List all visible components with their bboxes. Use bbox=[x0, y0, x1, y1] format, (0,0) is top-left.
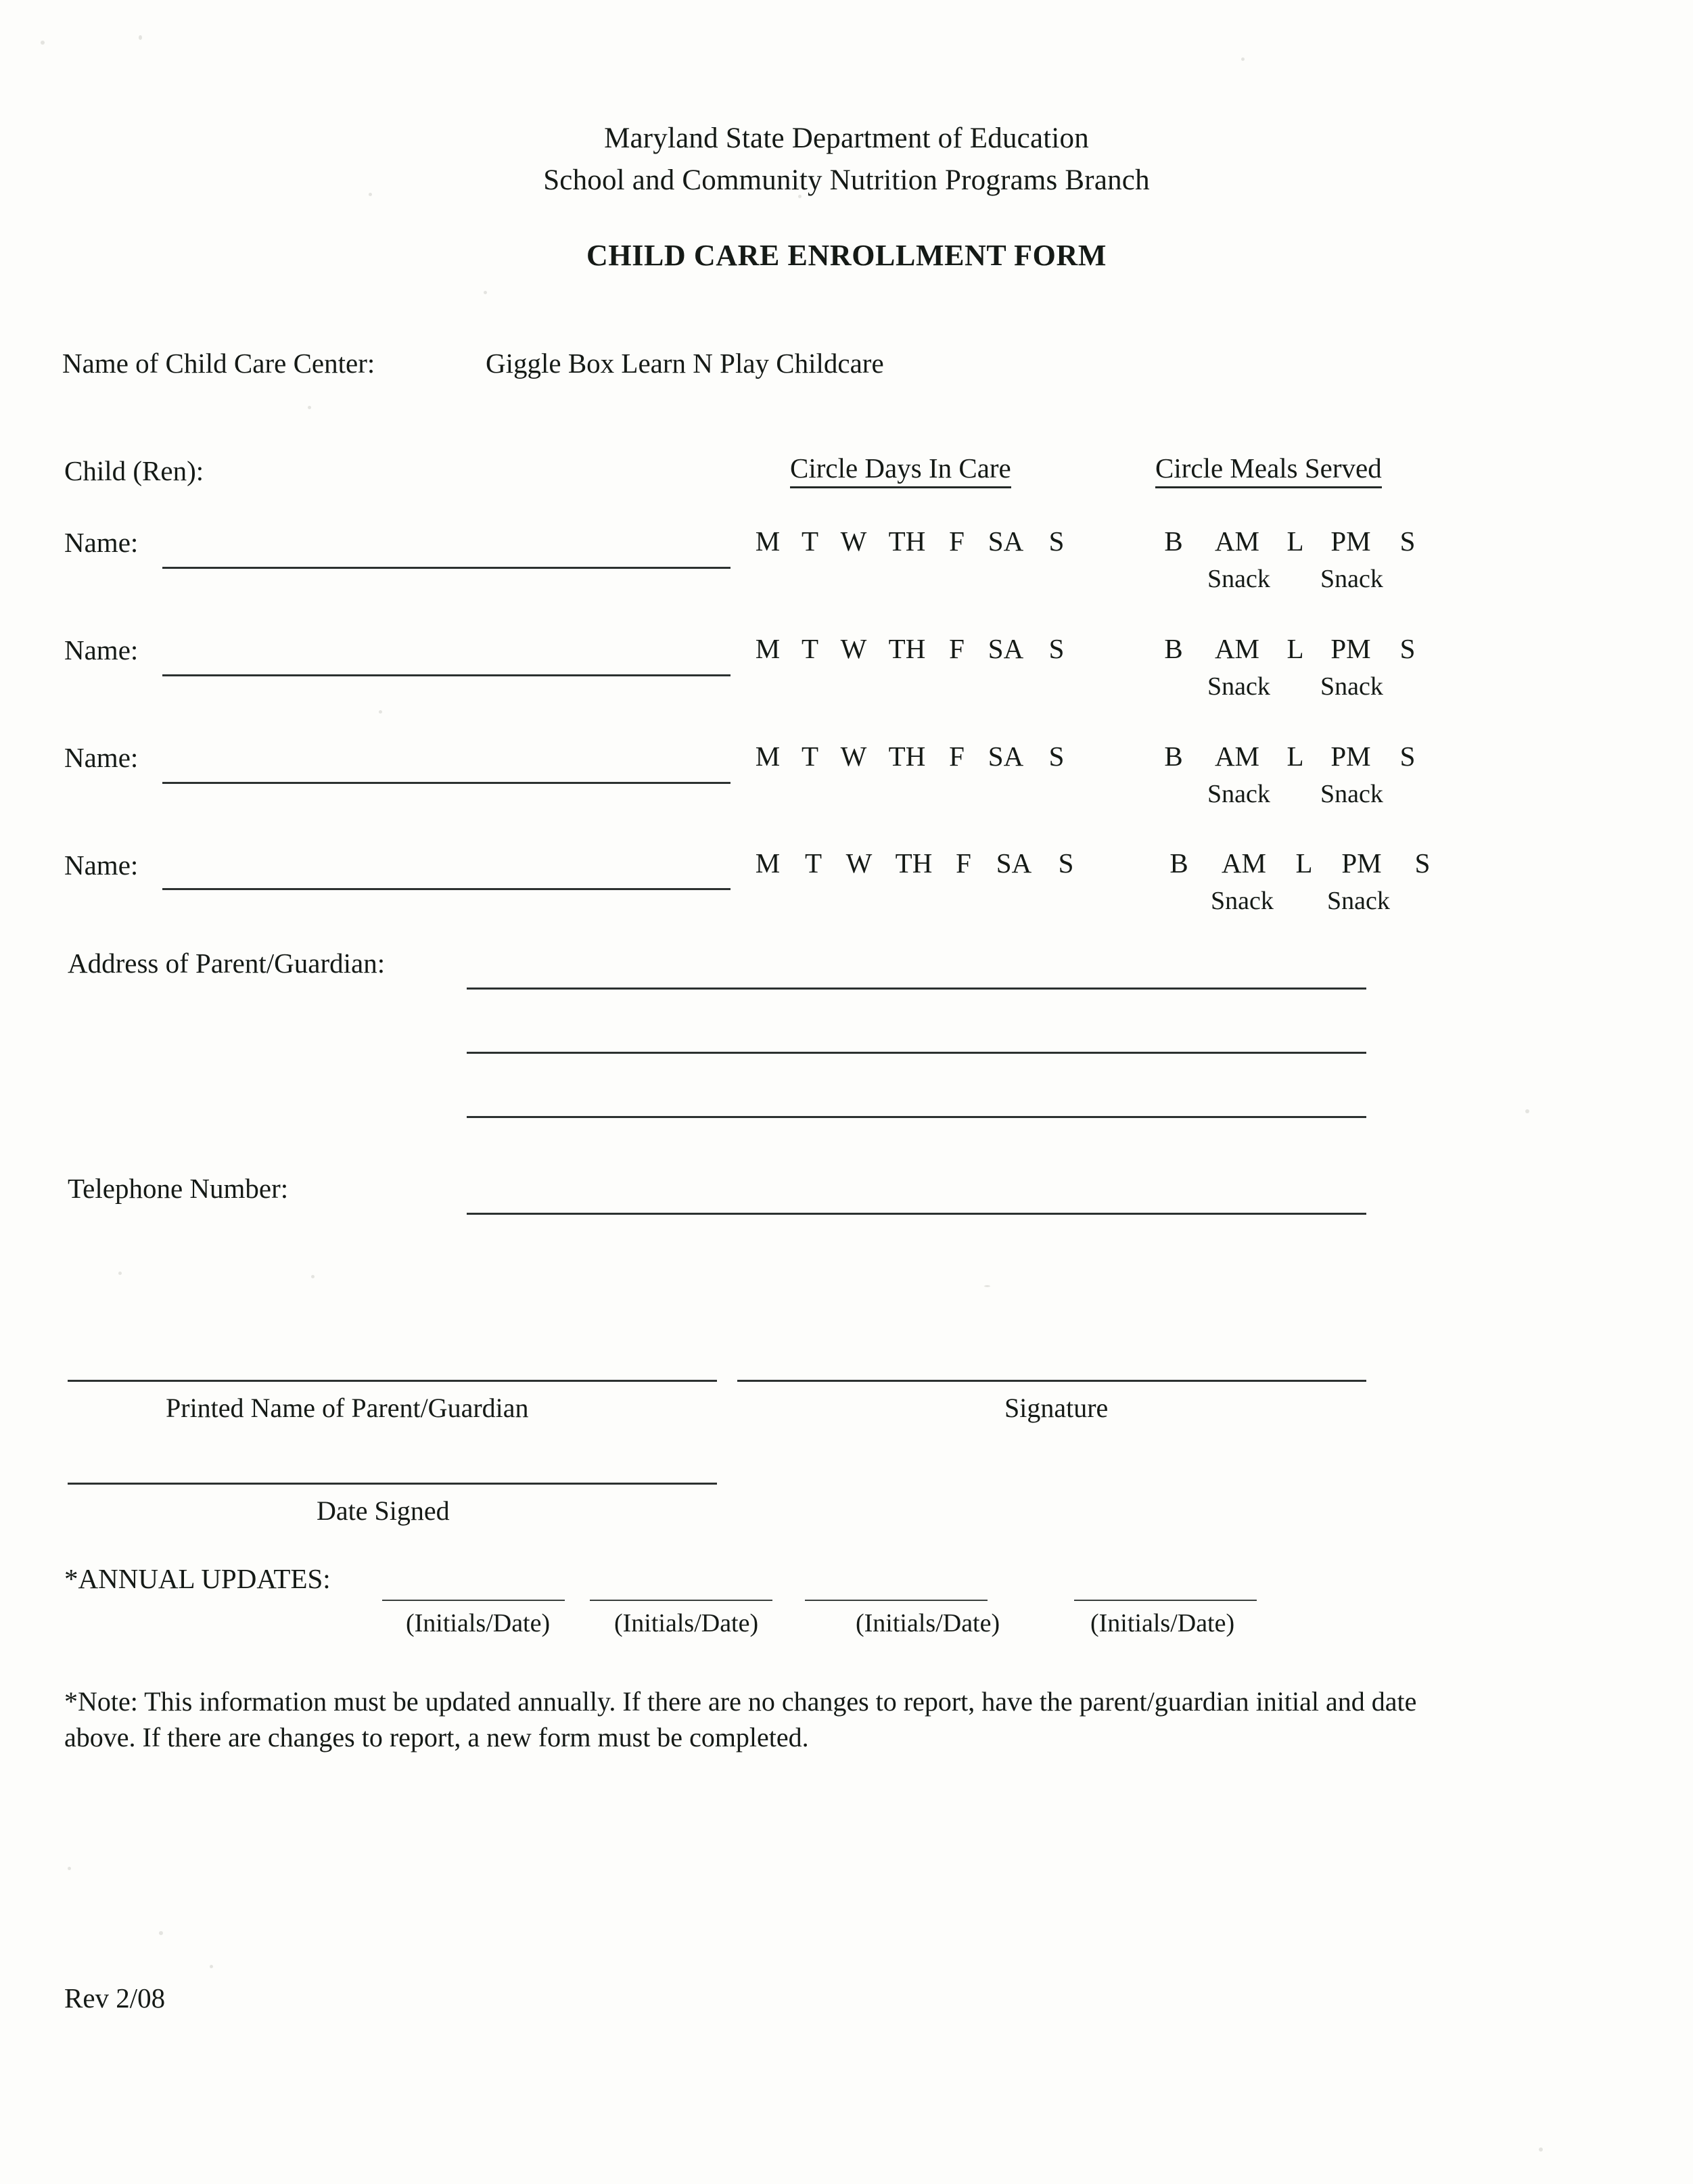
day-option-m[interactable]: M bbox=[755, 741, 781, 772]
meal-option-s[interactable]: S bbox=[1399, 633, 1416, 664]
day-option-m[interactable]: M bbox=[755, 526, 781, 557]
day-option-sa[interactable]: SA bbox=[988, 741, 1024, 772]
meal-option-b[interactable]: B bbox=[1164, 633, 1183, 664]
address-blank-line-1[interactable] bbox=[467, 988, 1366, 990]
scan-speckle bbox=[159, 1931, 163, 1935]
date-signed-blank-line[interactable] bbox=[68, 1483, 717, 1485]
day-option-t[interactable]: T bbox=[804, 847, 822, 879]
day-option-th[interactable]: TH bbox=[888, 526, 926, 557]
scan-speckle bbox=[1539, 2147, 1543, 2152]
day-option-sa[interactable]: SA bbox=[988, 526, 1024, 557]
scan-speckle bbox=[311, 1275, 315, 1278]
day-option-th[interactable]: TH bbox=[888, 633, 926, 664]
annual-update-blank-4[interactable] bbox=[1074, 1600, 1257, 1601]
meal-option-s[interactable]: S bbox=[1399, 741, 1416, 772]
date-signed-caption: Date Signed bbox=[317, 1495, 450, 1526]
center-name-label: Name of Child Care Center: bbox=[62, 348, 375, 379]
day-option-f[interactable]: F bbox=[949, 633, 965, 664]
scan-speckle bbox=[984, 1285, 990, 1287]
meal-option-pm[interactable]: PM bbox=[1341, 847, 1382, 879]
pm-snack-label: Snack bbox=[1320, 672, 1383, 701]
printed-name-blank-line[interactable] bbox=[68, 1380, 717, 1382]
day-option-sa[interactable]: SA bbox=[988, 633, 1024, 664]
day-option-m[interactable]: M bbox=[755, 847, 781, 879]
day-option-t[interactable]: T bbox=[801, 633, 819, 664]
day-option-sa[interactable]: SA bbox=[996, 847, 1032, 879]
telephone-blank-line[interactable] bbox=[467, 1213, 1366, 1215]
am-snack-label: Snack bbox=[1207, 780, 1270, 808]
child-name-label: Name: bbox=[64, 850, 139, 881]
meal-option-l[interactable]: L bbox=[1286, 633, 1304, 664]
annual-update-blank-2[interactable] bbox=[590, 1600, 772, 1601]
annual-update-footnote: *Note: This information must be updated annually. If there are no changes to report, have the parent/guardian initial and date above. If there are changes to report, a new form must be completed. bbox=[64, 1686, 1417, 1752]
pm-snack-label: Snack bbox=[1320, 780, 1383, 808]
scan-speckle bbox=[379, 710, 382, 714]
am-snack-label: Snack bbox=[1207, 565, 1270, 593]
annual-update-caption-4: (Initials/Date) bbox=[1090, 1609, 1235, 1637]
child-name-label: Name: bbox=[64, 742, 139, 773]
child-name-label: Name: bbox=[64, 634, 139, 666]
day-option-f[interactable]: F bbox=[949, 526, 965, 557]
day-option-s[interactable]: S bbox=[1058, 847, 1074, 879]
scan-speckle bbox=[139, 35, 142, 40]
address-label: Address of Parent/Guardian: bbox=[68, 948, 386, 979]
meals-served-header: Circle Meals Served bbox=[1155, 452, 1382, 488]
address-blank-line-2[interactable] bbox=[467, 1052, 1366, 1054]
annual-update-caption-3: (Initials/Date) bbox=[856, 1609, 1000, 1637]
agency-line-2: School and Community Nutrition Programs Branch bbox=[543, 164, 1150, 196]
meal-option-pm[interactable]: PM bbox=[1330, 633, 1371, 664]
day-option-s[interactable]: S bbox=[1048, 526, 1065, 557]
scan-speckle bbox=[118, 1272, 122, 1275]
days-in-care-header: Circle Days In Care bbox=[790, 452, 1011, 488]
day-option-t[interactable]: T bbox=[801, 741, 819, 772]
meal-option-l[interactable]: L bbox=[1295, 847, 1313, 879]
meal-option-am[interactable]: AM bbox=[1214, 633, 1260, 664]
day-option-f[interactable]: F bbox=[956, 847, 971, 879]
page-title: CHILD CARE ENROLLMENT FORM bbox=[586, 239, 1107, 272]
annual-updates-label: *ANNUAL UPDATES: bbox=[64, 1563, 331, 1594]
signature-blank-line[interactable] bbox=[737, 1380, 1366, 1382]
annual-update-blank-3[interactable] bbox=[805, 1600, 988, 1601]
day-option-f[interactable]: F bbox=[949, 741, 965, 772]
address-blank-line-3[interactable] bbox=[467, 1116, 1366, 1118]
child-name-blank[interactable] bbox=[162, 567, 730, 569]
revision-stamp: Rev 2/08 bbox=[64, 1982, 166, 2014]
child-name-blank[interactable] bbox=[162, 782, 730, 784]
am-snack-label: Snack bbox=[1211, 887, 1274, 915]
day-option-s[interactable]: S bbox=[1048, 741, 1065, 772]
day-option-w[interactable]: W bbox=[840, 526, 867, 557]
pm-snack-label: Snack bbox=[1327, 887, 1390, 915]
day-option-th[interactable]: TH bbox=[888, 741, 926, 772]
scan-speckle bbox=[484, 291, 487, 294]
printed-name-caption: Printed Name of Parent/Guardian bbox=[166, 1393, 529, 1423]
day-option-w[interactable]: W bbox=[845, 847, 873, 879]
day-option-s[interactable]: S bbox=[1048, 633, 1065, 664]
agency-line-1: Maryland State Department of Education bbox=[604, 122, 1089, 154]
meal-option-b[interactable]: B bbox=[1164, 741, 1183, 772]
annual-update-caption-1: (Initials/Date) bbox=[406, 1609, 551, 1637]
scan-speckle bbox=[1241, 57, 1245, 61]
meal-option-am[interactable]: AM bbox=[1214, 741, 1260, 772]
meal-option-b[interactable]: B bbox=[1164, 526, 1183, 557]
annual-update-blank-1[interactable] bbox=[382, 1600, 565, 1601]
children-section-label: Child (Ren): bbox=[64, 455, 204, 486]
child-name-blank[interactable] bbox=[162, 674, 730, 676]
meal-option-pm[interactable]: PM bbox=[1330, 741, 1371, 772]
meal-option-am[interactable]: AM bbox=[1214, 526, 1260, 557]
day-option-t[interactable]: T bbox=[801, 526, 819, 557]
day-option-th[interactable]: TH bbox=[895, 847, 933, 879]
meal-option-am[interactable]: AM bbox=[1221, 847, 1267, 879]
telephone-label: Telephone Number: bbox=[68, 1173, 289, 1204]
day-option-w[interactable]: W bbox=[840, 741, 867, 772]
meal-option-pm[interactable]: PM bbox=[1330, 526, 1371, 557]
scan-speckle bbox=[210, 1965, 213, 1968]
center-name-value[interactable]: Giggle Box Learn N Play Childcare bbox=[486, 348, 884, 379]
meal-option-l[interactable]: L bbox=[1286, 741, 1304, 772]
day-option-w[interactable]: W bbox=[840, 633, 867, 664]
child-name-blank[interactable] bbox=[162, 888, 730, 890]
scan-speckle bbox=[308, 406, 311, 409]
day-option-m[interactable]: M bbox=[755, 633, 781, 664]
child-name-label: Name: bbox=[64, 527, 139, 558]
annual-update-caption-2: (Initials/Date) bbox=[614, 1609, 759, 1637]
scan-speckle bbox=[1525, 1109, 1529, 1113]
meal-option-s[interactable]: S bbox=[1414, 847, 1431, 879]
meal-option-l[interactable]: L bbox=[1286, 526, 1304, 557]
signature-caption: Signature bbox=[1004, 1393, 1109, 1423]
am-snack-label: Snack bbox=[1207, 672, 1270, 701]
meal-option-b[interactable]: B bbox=[1169, 847, 1188, 879]
pm-snack-label: Snack bbox=[1320, 565, 1383, 593]
scan-speckle bbox=[68, 1867, 71, 1870]
scan-speckle bbox=[41, 41, 45, 45]
meal-option-s[interactable]: S bbox=[1399, 526, 1416, 557]
